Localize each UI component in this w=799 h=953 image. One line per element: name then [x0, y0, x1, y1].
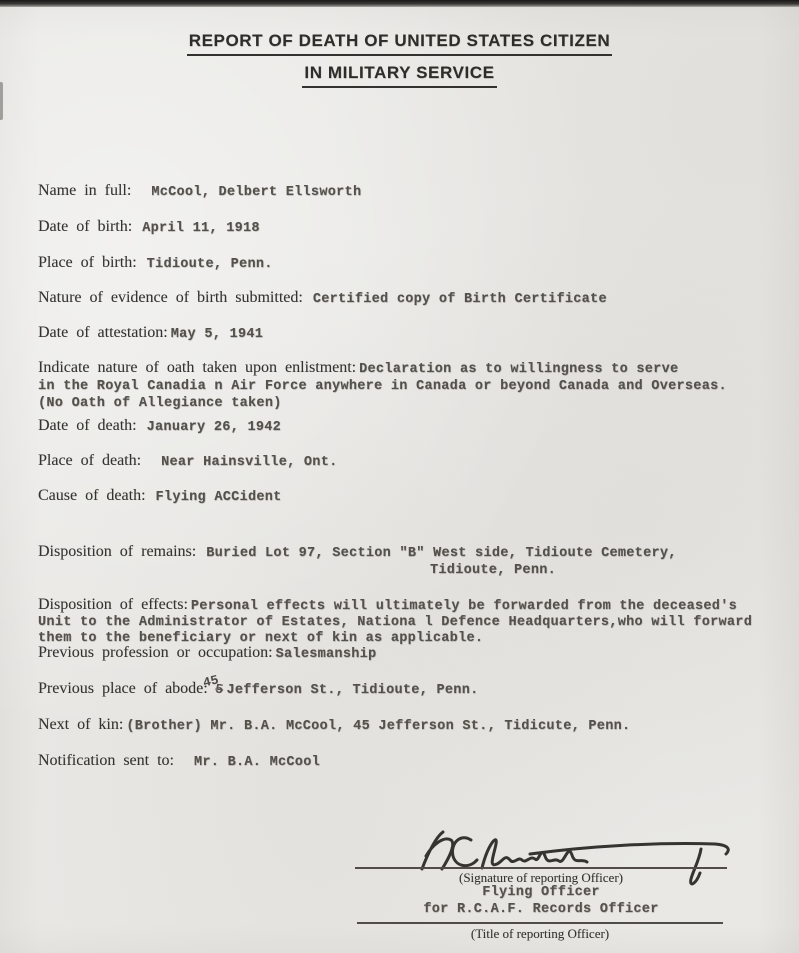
field-value: Unit to the Administrator of Estates, Nationa l Defence Headquarters,who will forward: [38, 615, 753, 630]
field-evidence-of-birth: [38, 289, 607, 307]
scan-edge-artifact-top: [0, 0, 799, 7]
field-value: Near Hainsville, Ont.: [161, 455, 338, 470]
field-value: (No Oath of Allegiance taken): [38, 396, 282, 411]
field-value: January 26, 1942: [146, 420, 282, 435]
document-title: [0, 31, 799, 56]
field-label: Place of death:: [38, 452, 142, 469]
field-oath-line3: [38, 393, 282, 411]
field-notification-sent-to: [38, 752, 320, 770]
field-label: Date of attestation:: [38, 324, 168, 341]
field-value: them to the beneficiary or next of kin as applicable.: [38, 631, 484, 646]
field-value: Jefferson St., Tidioute, Penn.: [226, 683, 479, 698]
typed-correction-superscript: 45: [201, 672, 220, 691]
field-label: Notification sent to:: [38, 752, 174, 769]
field-disposition-of-remains-line1: [38, 543, 677, 561]
field-label: Cause of death:: [38, 487, 146, 504]
field-disposition-of-remains-line2: [430, 560, 556, 578]
field-value: Tidioute, Penn.: [430, 563, 557, 578]
title-caption: (Title of reporting Officer): [470, 926, 610, 941]
document-subtitle: [0, 63, 799, 88]
field-label: Next of kin:: [38, 716, 124, 733]
field-value: Salesmanship: [275, 647, 377, 662]
field-previous-profession: [38, 644, 376, 662]
field-date-of-attestation: [38, 324, 263, 342]
field-value: (Brother) Mr. B.A. McCool, 45 Jefferson St., Tidicute, Penn.: [126, 719, 631, 734]
field-date-of-birth: [38, 218, 260, 236]
field-previous-abode: [38, 672, 479, 699]
officer-title-line2: for R.C.A.F. Records Officer: [423, 902, 659, 917]
field-value: in the Royal Canadia n Air Force anywhere in Canada or beyond Canada and Overseas.: [38, 379, 727, 394]
field-place-of-birth: [38, 254, 273, 272]
field-label: Disposition of remains:: [38, 543, 197, 560]
officer-title-line1: Flying Officer: [482, 885, 600, 900]
field-label: Date of death:: [38, 417, 137, 434]
field-value: McCool, Delbert Ellsworth: [151, 185, 362, 200]
field-value: Personal effects will ultimately be forwarded from the deceased's: [190, 599, 737, 614]
field-name-in-full: [38, 182, 361, 200]
struck-out-digit: 5: [214, 682, 225, 699]
field-value: April 11, 1918: [142, 221, 260, 236]
field-value: May 5, 1941: [170, 327, 264, 342]
signature-rule-line: [355, 867, 727, 869]
field-oath-line2: [38, 376, 727, 394]
field-value: Buried Lot 97, Section "B" West side, Tidioute Cemetery,: [206, 546, 677, 561]
field-label: Place of birth:: [38, 254, 137, 271]
field-label: Nature of evidence of birth submitted:: [38, 289, 303, 306]
field-label: Indicate nature of oath taken upon enlistment:: [38, 359, 357, 376]
title-line2: IN MILITARY SERVICE: [302, 63, 496, 88]
title-rule-line: [357, 922, 723, 924]
field-label: Date of birth:: [38, 218, 133, 235]
field-oath-line1: [38, 359, 678, 377]
field-label: Name in full:: [38, 182, 132, 199]
field-next-of-kin: [38, 716, 630, 734]
field-label: Previous profession or occupation:: [38, 644, 273, 661]
field-label: Previous place of abode:: [38, 680, 208, 697]
field-value: Declaration as to willingness to serve: [359, 362, 679, 377]
signature-caption: (Signature of reporting Officer): [458, 870, 623, 885]
field-cause-of-death: [38, 487, 282, 505]
field-label: Disposition of effects:: [38, 596, 188, 613]
title-line1: REPORT OF DEATH OF UNITED STATES CITIZEN: [187, 31, 613, 56]
field-place-of-death: [38, 452, 338, 470]
field-value: Tidioute, Penn.: [146, 257, 273, 272]
field-date-of-death: [38, 417, 281, 435]
field-value: Mr. B.A. McCool: [193, 755, 321, 770]
field-value: Certified copy of Birth Certificate: [312, 292, 607, 307]
field-value: Flying ACCident: [155, 490, 282, 505]
